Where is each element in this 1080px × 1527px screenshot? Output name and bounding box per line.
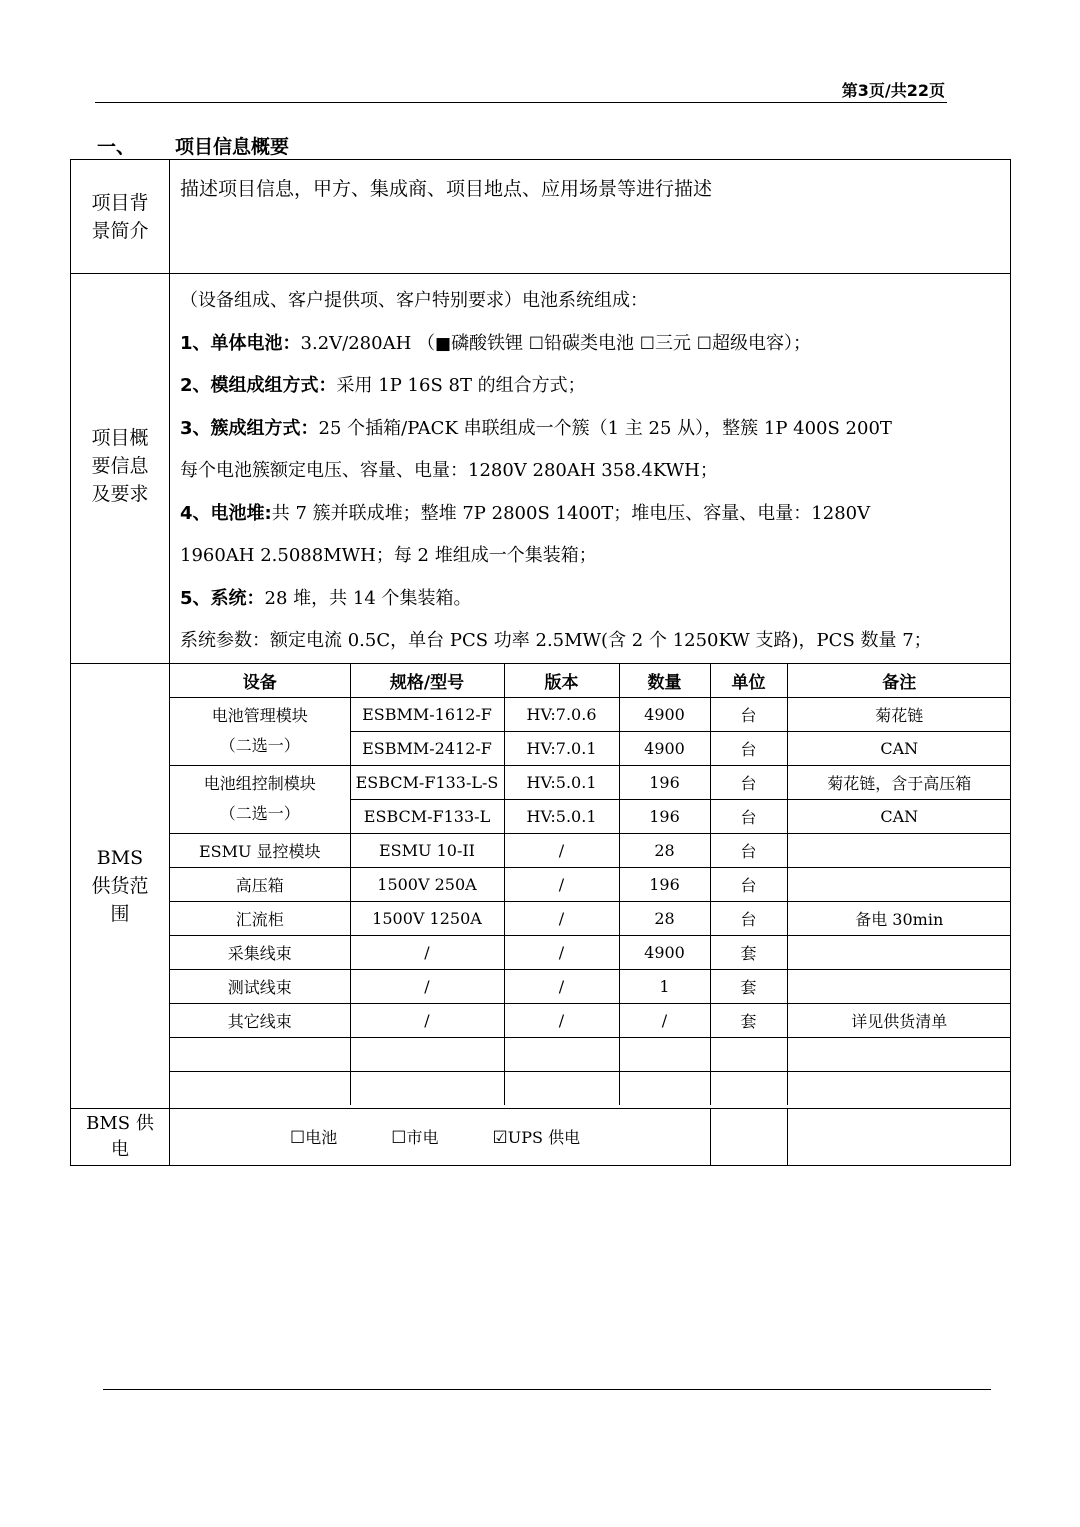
row-model: ESBMM-1612-F: [350, 697, 504, 731]
row-note: CAN: [787, 799, 1011, 833]
bms-supply-table: [170, 664, 1011, 1105]
bms-power-empty-note: [787, 1109, 1011, 1165]
row-version: HV:5.0.1: [504, 799, 619, 833]
background-text: 描述项目信息，甲方、集成商、项目地点、应用场景等进行描述: [170, 160, 1011, 274]
section-title-text: 项目信息概要: [175, 136, 290, 158]
row-qty: 196: [619, 799, 710, 833]
header-note: 备注: [787, 664, 1011, 698]
bms-power-table: [170, 1109, 1011, 1165]
project-info-table: [70, 159, 1011, 1166]
cell-option-lead-carbon: 铅碳类电池: [544, 332, 640, 354]
row-note: CAN: [787, 731, 1011, 765]
row-note: [787, 969, 1011, 1003]
bms-power-empty-unit: [710, 1109, 787, 1165]
power-option-mains[interactable]: [391, 1125, 438, 1148]
bms-supply-label-line3: 围: [110, 902, 130, 925]
bms-supply-row: [71, 663, 1011, 1108]
overview-stack-line: [180, 493, 1000, 536]
power-option-battery-label: 电池: [305, 1128, 338, 1147]
row-note: [787, 833, 1011, 867]
section-number: 一、: [97, 136, 136, 158]
row-unit: 台: [710, 697, 787, 731]
power-option-mains-label: 市电: [406, 1128, 439, 1147]
overview-label-line3: 及要求: [91, 483, 149, 505]
row-qty: 1: [619, 969, 710, 1003]
checkbox-checked-icon: ☑: [492, 1128, 508, 1148]
background-label: [71, 160, 170, 274]
row-qty: 28: [619, 833, 710, 867]
cluster-text: 25 个插箱/PACK 串联组成一个簇（1 主 25 从），整簇 1P 400S 200T: [318, 417, 892, 439]
row-model: ESBCM-F133-L: [350, 799, 504, 833]
overview-row: [71, 274, 1011, 664]
row-unit: 套: [710, 969, 787, 1003]
overview-label-line1: 项目概: [91, 427, 149, 449]
overview-stack-line2: 1960AH 2.5088MWH；每 2 堆组成一个集装箱；: [180, 545, 597, 566]
cell-text: 3.2V/280AH （: [300, 332, 435, 354]
row-version: /: [504, 833, 619, 867]
row-device: 采集线束: [170, 935, 350, 969]
row-model: 1500V 250A: [350, 867, 504, 901]
overview-intro: （设备组成、客户提供项、客户特别要求）电池系统组成：: [180, 290, 648, 311]
checkbox-empty-icon: ☐: [528, 333, 545, 354]
row-version: /: [504, 969, 619, 1003]
page-number: 第3页/共22页: [841, 81, 945, 100]
table-row: [170, 765, 1011, 799]
bms-power-label-line2: 电: [111, 1138, 129, 1160]
row-device: 其它线束: [170, 1003, 350, 1037]
row-version: HV:7.0.6: [504, 697, 619, 731]
row-device: ESMU 显控模块: [170, 833, 350, 867]
stack-text: 共 7 簇并联成堆；整堆 7P 2800S 1400T；堆电压、容量、电量：1280V: [271, 502, 871, 524]
row-device: 测试线束: [170, 969, 350, 1003]
table-row: [170, 867, 1011, 901]
checkbox-empty-icon: ☐: [639, 333, 656, 354]
row-note: 详见供货清单: [787, 1003, 1011, 1037]
row-note: 菊花链，含于高压箱: [787, 765, 1011, 799]
table-row: [170, 1003, 1011, 1037]
row-unit: 台: [710, 765, 787, 799]
stack-label: 4、电池堆:: [180, 502, 272, 524]
device-bcm-name: 电池组控制模块: [203, 774, 316, 793]
bms-power-options: [170, 1109, 710, 1165]
device-bmm-choice: （二选一）: [219, 736, 300, 755]
system-label: 5、系统：: [180, 587, 265, 609]
row-unit: 台: [710, 731, 787, 765]
checkbox-empty-icon: ☐: [696, 333, 713, 354]
overview-system-line: [180, 578, 1000, 621]
header-model: 规格/型号: [350, 664, 504, 698]
row-unit: 台: [710, 799, 787, 833]
overview-label-line2: 要信息: [91, 455, 149, 477]
cell-label: 1、单体电池：: [180, 332, 301, 354]
row-device: 高压箱: [170, 867, 350, 901]
table-row: [170, 833, 1011, 867]
overview-cluster-line: [180, 408, 1000, 451]
module-label: 2、模组成组方式：: [180, 375, 337, 396]
bms-power-label-line1: BMS 供: [86, 1112, 154, 1134]
row-model: /: [350, 1003, 504, 1037]
row-version: /: [504, 867, 619, 901]
row-qty: 4900: [619, 697, 710, 731]
bms-power-row: [71, 1108, 1011, 1165]
bms-supply-label-line1: BMS: [96, 846, 144, 869]
overview-cluster-line2: 每个电池簇额定电压、容量、电量：1280V 280AH 358.4KWH；: [180, 460, 718, 481]
system-text: 28 堆，共 14 个集装箱。: [264, 587, 472, 609]
overview-label: [71, 274, 170, 664]
cell-option-supercap: 超级电容）；: [712, 332, 812, 354]
bms-power-cell: [170, 1108, 1011, 1165]
power-option-ups[interactable]: [493, 1125, 581, 1148]
row-model: /: [350, 935, 504, 969]
row-qty: 196: [619, 867, 710, 901]
row-unit: 台: [710, 867, 787, 901]
overview-params-line: 系统参数：额定电流 0.5C，单台 PCS 功率 2.5MW(含 2 个 1250KW 支路)，PCS 数量 7；: [180, 630, 932, 651]
row-note: [787, 935, 1011, 969]
background-row: [71, 160, 1011, 274]
header-unit: 单位: [710, 664, 787, 698]
row-qty: 4900: [619, 731, 710, 765]
row-note: 菊花链: [787, 697, 1011, 731]
page-header: [95, 78, 947, 103]
bms-power-label: [71, 1108, 170, 1165]
checkbox-empty-icon: ☐: [391, 1128, 407, 1148]
device-bcm: [170, 765, 350, 833]
cell-option-ternary: 三元: [655, 332, 697, 354]
row-model: 1500V 1250A: [350, 901, 504, 935]
background-label-line2: 景简介: [91, 219, 149, 242]
section-title: [97, 132, 289, 159]
checkbox-empty-icon: ☐: [290, 1128, 306, 1148]
header-version: 版本: [504, 664, 619, 698]
row-model: /: [350, 969, 504, 1003]
overview-cell-line: [180, 323, 1000, 366]
header-qty: 数量: [619, 664, 710, 698]
row-unit: 台: [710, 833, 787, 867]
table-header-row: [170, 664, 1011, 698]
cluster-label: 3、簇成组方式：: [180, 417, 319, 439]
row-version: /: [504, 935, 619, 969]
row-version: /: [504, 1003, 619, 1037]
footer-line: [103, 1389, 991, 1390]
row-model: ESMU 10-II: [350, 833, 504, 867]
row-version: HV:7.0.1: [504, 731, 619, 765]
device-bmm: [170, 697, 350, 765]
power-option-battery[interactable]: [290, 1125, 337, 1148]
row-note: 备电 30min: [787, 901, 1011, 935]
row-unit: 台: [710, 901, 787, 935]
background-label-line1: 项目背: [91, 191, 149, 214]
row-note: [787, 867, 1011, 901]
module-text: 采用 1P 16S 8T 的组合方式；: [336, 375, 586, 396]
row-model: ESBCM-F133-L-S: [350, 765, 504, 799]
table-row: [170, 697, 1011, 731]
bms-supply-label: [71, 663, 170, 1108]
row-qty: 4900: [619, 935, 710, 969]
row-qty: 28: [619, 901, 710, 935]
row-model: ESBMM-2412-F: [350, 731, 504, 765]
table-row: [170, 935, 1011, 969]
row-device: 汇流柜: [170, 901, 350, 935]
row-version: /: [504, 901, 619, 935]
overview-content: [170, 274, 1011, 664]
table-row: [170, 969, 1011, 1003]
power-option-ups-label: UPS 供电: [507, 1128, 581, 1147]
row-qty: 196: [619, 765, 710, 799]
device-bmm-name: 电池管理模块: [211, 706, 308, 725]
empty-row: [170, 1071, 1011, 1105]
bms-supply-label-line2: 供货范: [91, 874, 149, 897]
header-device: 设备: [170, 664, 350, 698]
table-row: [170, 901, 1011, 935]
row-unit: 套: [710, 1003, 787, 1037]
row-qty: /: [619, 1003, 710, 1037]
cell-option-lfp: 磷酸铁锂: [451, 332, 529, 354]
overview-module-line: [180, 365, 1000, 408]
empty-row: [170, 1037, 1011, 1071]
checkbox-filled-icon: ■: [435, 333, 452, 354]
row-version: HV:5.0.1: [504, 765, 619, 799]
device-bcm-choice: （二选一）: [219, 804, 300, 823]
row-unit: 套: [710, 935, 787, 969]
bms-supply-cell: [170, 663, 1011, 1108]
